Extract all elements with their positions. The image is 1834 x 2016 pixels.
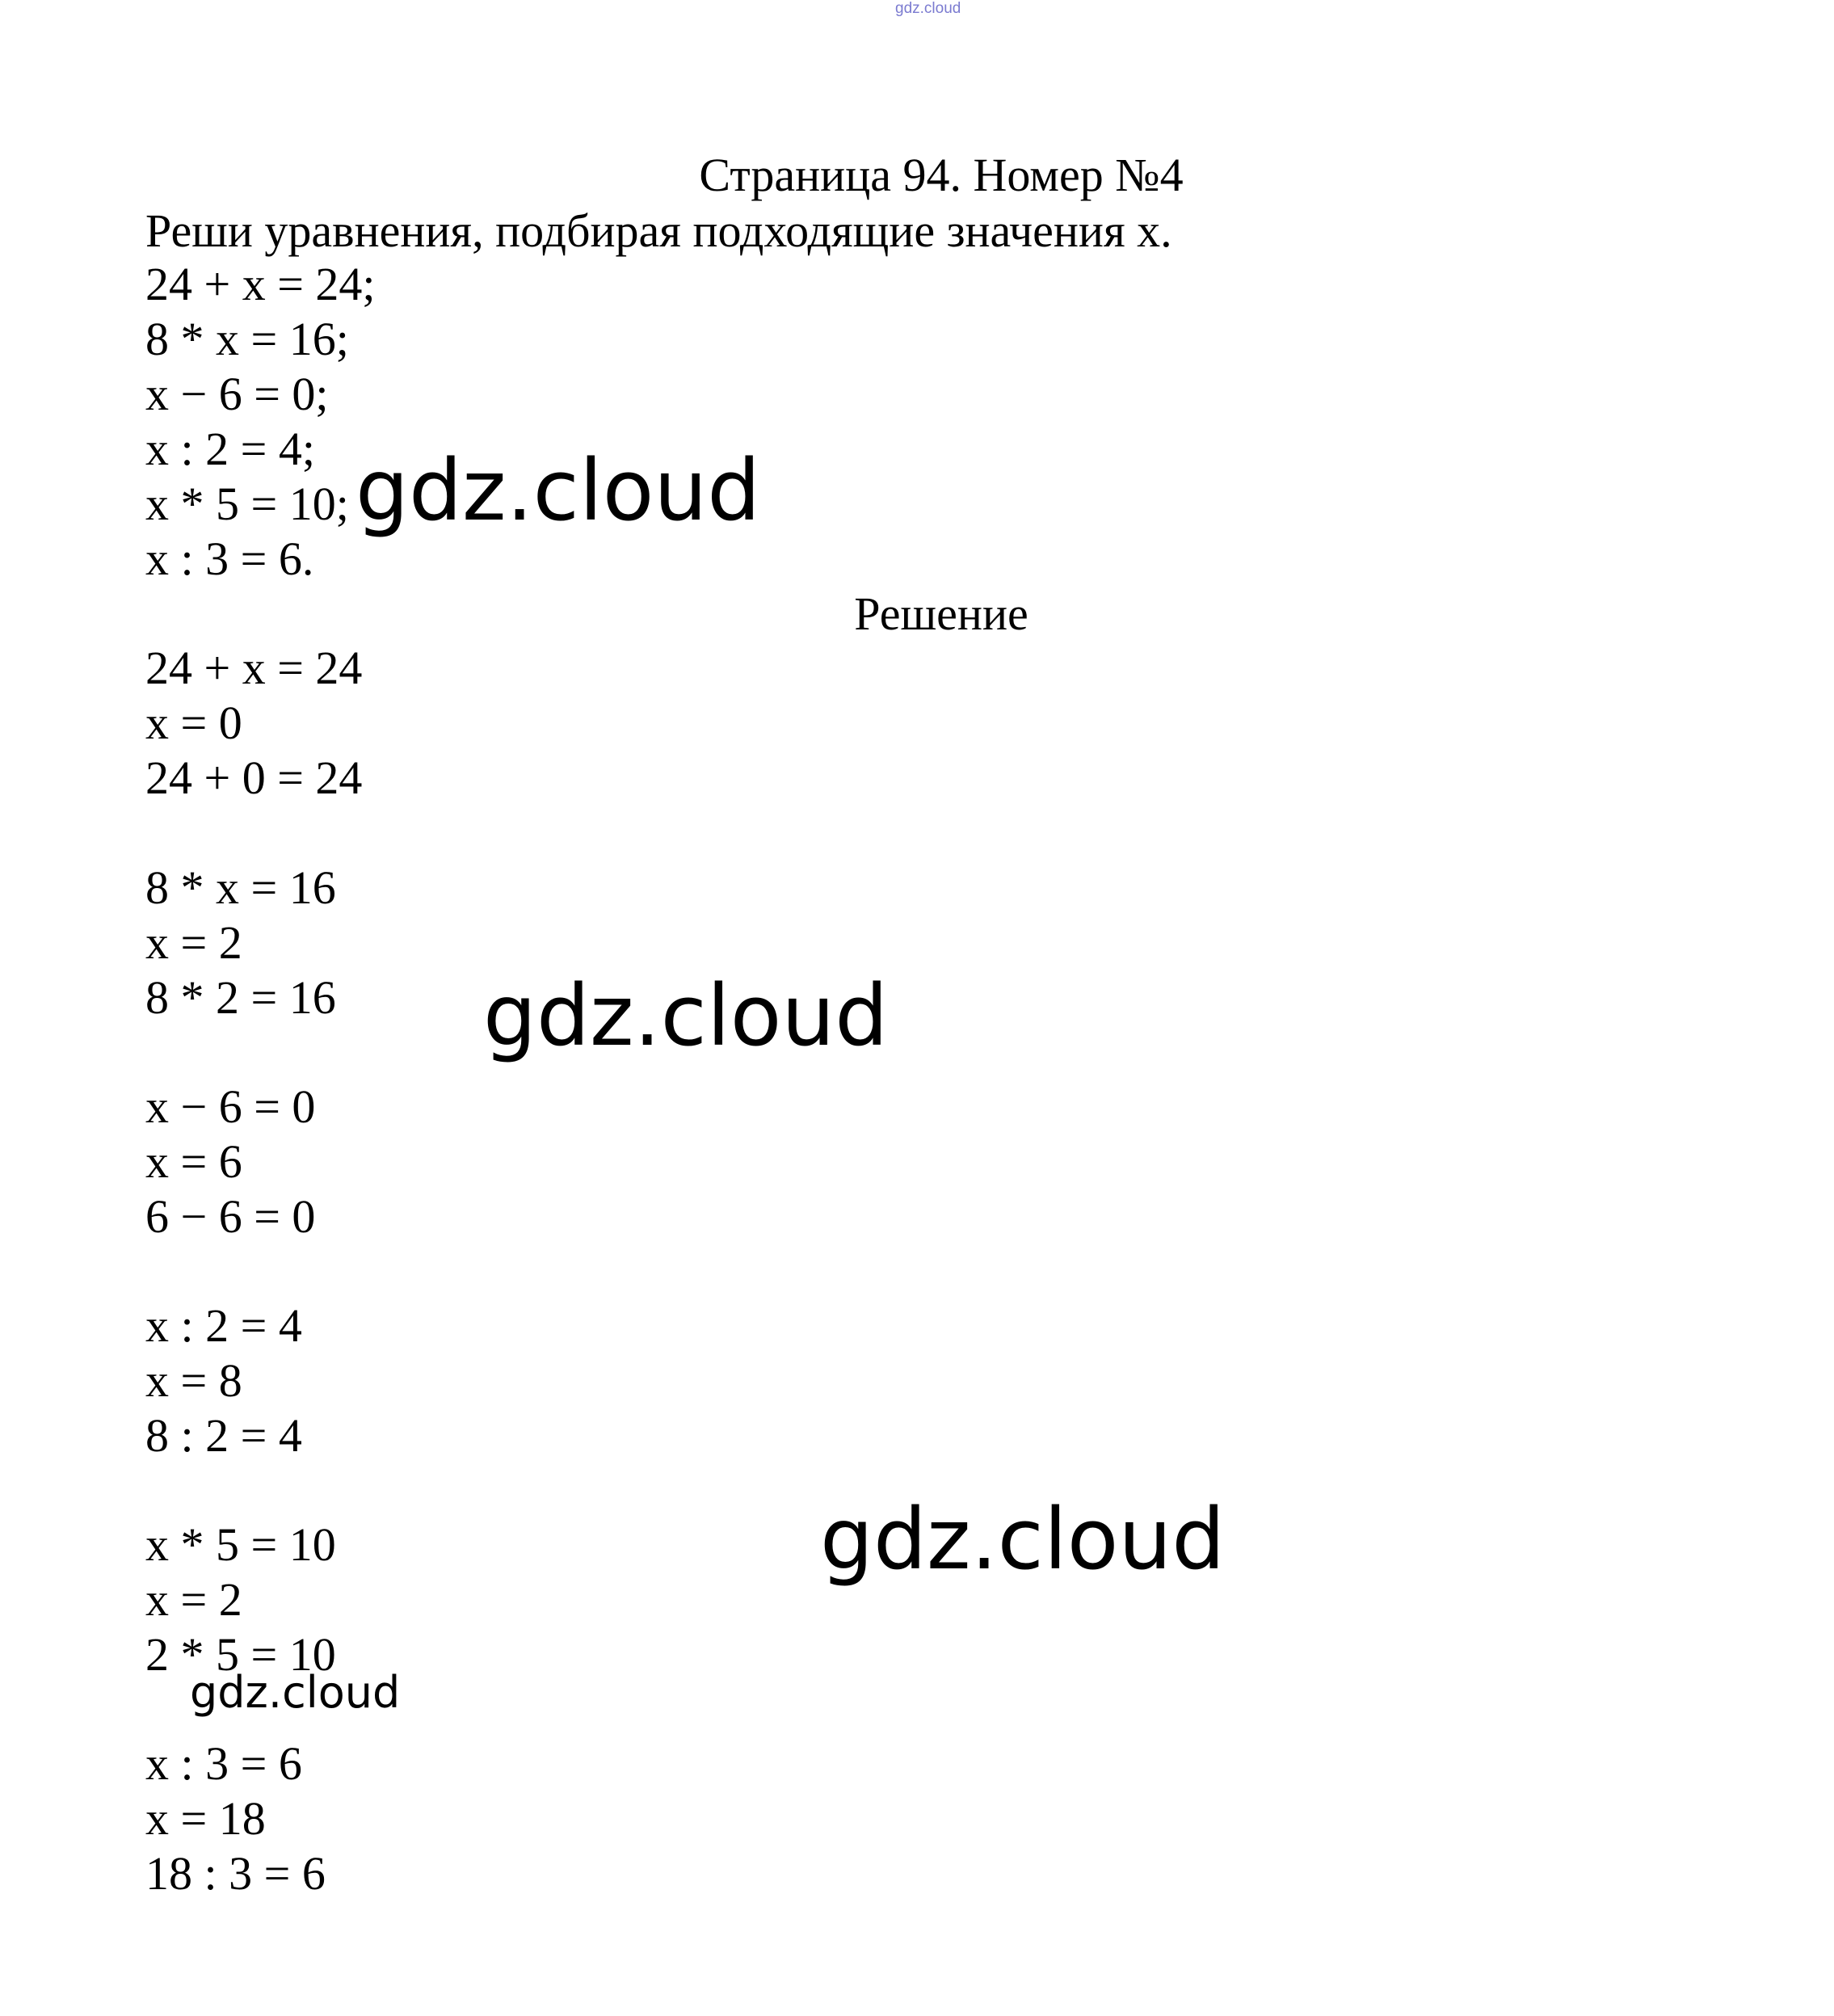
equation-line: x * 5 = 10;	[145, 478, 349, 530]
equation-list	[145, 257, 376, 587]
solution-line: 18 : 3 = 6	[145, 1847, 326, 1900]
equation-line: 24 + x = 24;	[145, 258, 376, 310]
task-statement: Реши уравнения, подбирая подходящие значения x.	[145, 204, 1172, 257]
watermark: gdz.cloud	[820, 1490, 1226, 1589]
watermark: gdz.cloud	[355, 441, 761, 540]
solution-line: 24 + 0 = 24	[145, 751, 363, 804]
solution-line: x = 2	[145, 1573, 242, 1626]
watermark: gdz.cloud	[483, 966, 889, 1065]
solution-block	[145, 641, 362, 806]
solution-line: 2 * 5 = 10	[145, 1628, 336, 1681]
equation-line: x : 2 = 4;	[145, 423, 315, 475]
solution-block	[145, 861, 336, 1025]
solution-line: x : 2 = 4	[145, 1299, 302, 1352]
solution-line: x * 5 = 10	[145, 1518, 336, 1571]
equation-line: 8 * x = 16;	[145, 313, 349, 365]
equation-line: x − 6 = 0;	[145, 368, 329, 420]
solution-line: x = 0	[145, 697, 242, 749]
solution-line: x = 6	[145, 1135, 242, 1188]
solution-block	[145, 1080, 315, 1244]
equation-line: x : 3 = 6.	[145, 532, 314, 585]
solution-line: 24 + x = 24	[145, 642, 363, 694]
solution-line: x = 18	[145, 1792, 266, 1845]
solution-line: 8 * 2 = 16	[145, 971, 336, 1024]
solution-block	[145, 1736, 326, 1901]
solution-line: x − 6 = 0	[145, 1080, 316, 1133]
top-watermark: gdz.cloud	[895, 0, 961, 17]
solution-line: 8 * x = 16	[145, 861, 336, 914]
solution-heading: Решение	[854, 587, 1028, 640]
solution-line: 8 : 2 = 4	[145, 1409, 302, 1462]
solution-line: x = 2	[145, 916, 242, 969]
page-title: Страница 94. Номер №4	[699, 149, 1184, 201]
solution-line: 6 − 6 = 0	[145, 1190, 316, 1243]
solution-line: x = 8	[145, 1354, 242, 1407]
solution-block	[145, 1298, 302, 1463]
solution-line: x : 3 = 6	[145, 1737, 302, 1790]
watermark: gdz.cloud	[190, 1667, 401, 1718]
solution-block	[145, 1517, 336, 1682]
